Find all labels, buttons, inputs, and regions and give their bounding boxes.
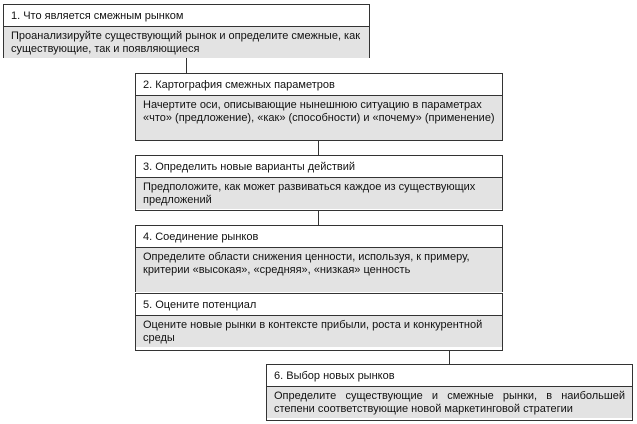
step-body-2: Начертите оси, описывающие нынешнюю ситуацию в параметрах «что» (предложение), «как» (способности) и «почему» (применение) bbox=[136, 96, 502, 140]
step-body-6: Определите существующие и смежные рынки, в наибольшей степени соответствующие новой маркетинговой стратегии bbox=[267, 387, 632, 418]
step-title-5: 5. Оцените потенциал bbox=[136, 294, 502, 316]
connector-1-2 bbox=[186, 58, 187, 73]
step-body-3: Предположите, как может развиваться каждое из существующих предложений bbox=[136, 178, 502, 209]
connector-5-6 bbox=[449, 351, 450, 364]
connector-3-4 bbox=[318, 211, 319, 225]
step-box-5 bbox=[135, 293, 503, 351]
step-body-4: Определите области снижения ценности, используя, к примеру, критерии «высокая», «средняя», «низкая» ценность bbox=[136, 248, 502, 292]
step-box-4 bbox=[135, 225, 503, 292]
connector-2-3 bbox=[318, 141, 319, 155]
step-title-6: 6. Выбор новых рынков bbox=[267, 365, 632, 387]
step-title-4: 4. Соединение рынков bbox=[136, 226, 502, 248]
step-title-2: 2. Картография смежных параметров bbox=[136, 74, 502, 96]
step-box-1 bbox=[3, 4, 370, 58]
step-box-3 bbox=[135, 155, 503, 211]
step-title-1: 1. Что является смежным рынком bbox=[4, 5, 369, 27]
step-title-3: 3. Определить новые варианты действий bbox=[136, 156, 502, 178]
step-box-2 bbox=[135, 73, 503, 141]
step-box-6 bbox=[266, 364, 633, 421]
step-body-1: Проанализируйте существующий рынок и определите смежные, как существующие, так и появляющиеся bbox=[4, 27, 369, 58]
step-body-5: Оцените новые рынки в контексте прибыли, роста и конкурентной среды bbox=[136, 316, 502, 347]
